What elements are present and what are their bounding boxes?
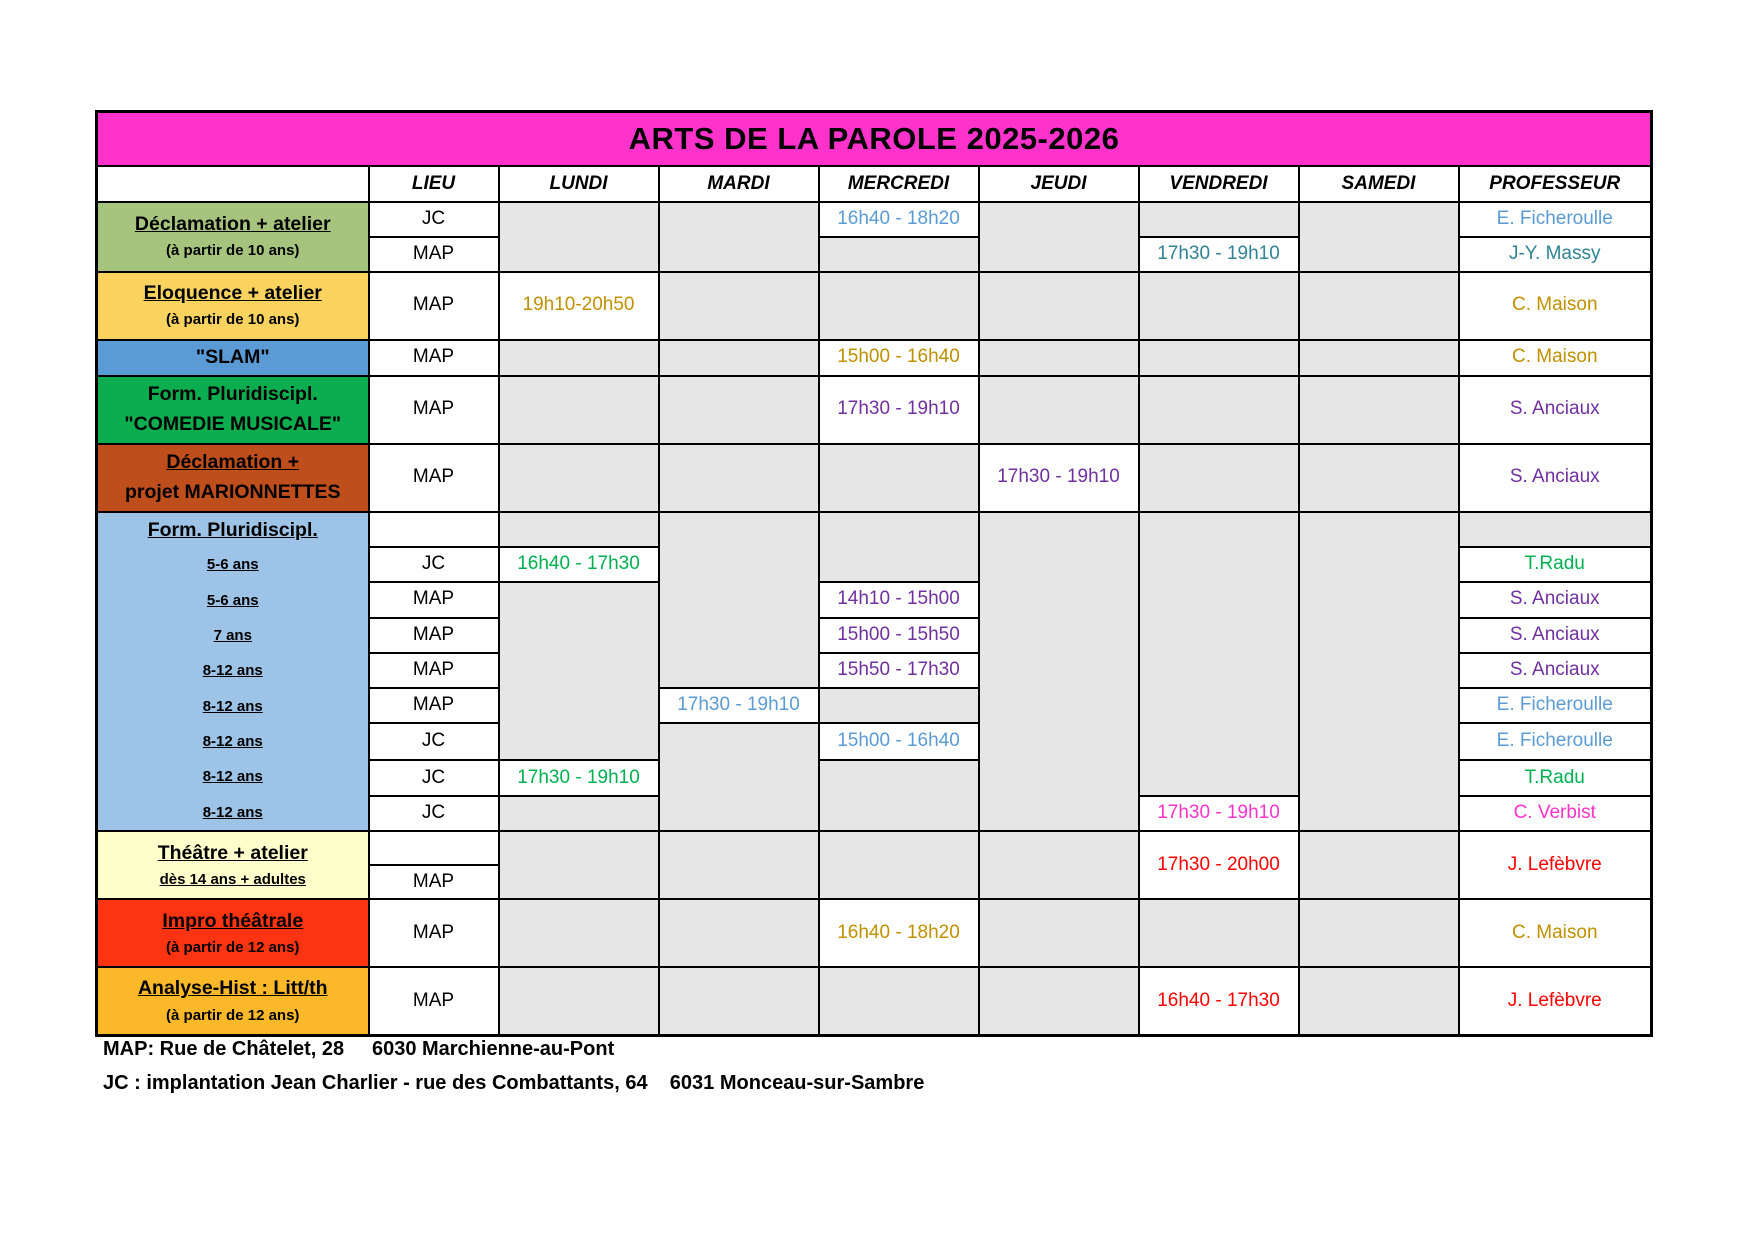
lieu-value: MAP [412,242,455,264]
time-value: 16h40 - 18h20 [837,921,960,943]
lieu-cell [369,831,499,865]
prof-cell [1459,376,1652,444]
prof-cell [1459,272,1652,340]
prof-name: C. Verbist [1513,802,1596,824]
table-row [97,899,1652,967]
course-subtitle: (à partir de 10 ans) [166,242,300,260]
empty-slot [499,967,659,1035]
prof-name: S. Anciaux [1509,466,1600,488]
header-samedi [1299,166,1459,202]
empty-slot [499,376,659,444]
empty-slot [659,967,819,1035]
lieu-cell [369,237,499,272]
time-value: 17h30 - 19h10 [997,466,1120,488]
empty-slot [1139,376,1299,444]
legend [103,1038,924,1106]
time-value: 14h10 - 15h00 [837,588,960,610]
empty-slot [499,831,659,899]
empty-slot [659,376,819,444]
lieu-value: MAP [412,466,455,488]
empty-slot [819,444,979,512]
prof-cell [1459,796,1652,831]
prof-name: J. Lefèbvre [1507,989,1602,1011]
time-cell-mercredi [819,618,979,653]
time-cell-mercredi [819,653,979,688]
time-value: 16h40 - 18h20 [837,207,960,229]
empty-slot [819,760,979,832]
prof-name: C. Maison [1511,921,1598,943]
table-row [97,444,1652,512]
time-value: 17h30 - 19h10 [837,398,960,420]
time-cell-mercredi [819,723,979,760]
time-cell-jeudi [979,444,1139,512]
column-header: SAMEDI [1341,172,1416,194]
course-declamation-atelier [97,202,369,272]
empty-slot [1139,512,1299,797]
header-jeudi [979,166,1139,202]
empty-slot [819,237,979,272]
lieu-cell [369,272,499,340]
empty-slot [1299,376,1459,444]
empty-slot [819,688,979,723]
empty-slot [1459,512,1652,547]
empty-slot [1299,202,1459,272]
prof-name: S. Anciaux [1509,588,1600,610]
time-value: 19h10-20h50 [522,294,635,316]
empty-slot [499,582,659,760]
table-row [97,202,1652,237]
empty-slot [979,831,1139,899]
empty-slot [659,899,819,967]
lieu-value: MAP [412,659,455,681]
column-header: LUNDI [549,172,608,194]
empty-slot [499,796,659,831]
course-subtitle: (à partir de 12 ans) [166,1006,300,1024]
empty-slot [1299,831,1459,899]
empty-slot [1139,340,1299,376]
time-cell-vendredi [1139,237,1299,272]
table-row [97,112,1652,166]
time-cell-mercredi [819,376,979,444]
age-label: 8-12 ans [202,803,263,821]
empty-slot [499,512,659,547]
empty-slot [1299,272,1459,340]
time-value: 17h30 - 20h00 [1157,853,1280,875]
prof-name: C. Maison [1511,294,1598,316]
lieu-cell [369,512,499,547]
course-subtitle: dès 14 ans + adultes [159,870,306,888]
empty-slot [979,202,1139,272]
column-header: LIEU [411,172,456,194]
time-cell-lundi [499,760,659,797]
table-row [97,831,1652,865]
empty-slot [979,272,1139,340]
empty-slot [979,899,1139,967]
course-form-pluridiscipl [97,512,369,832]
header-vendredi [1139,166,1299,202]
course-title: "SLAM" [195,345,270,368]
time-cell-mercredi [819,202,979,237]
course-slam [97,340,369,376]
age-label: 8-12 ans [202,662,263,680]
empty-slot [1299,967,1459,1035]
lieu-value: MAP [412,294,455,316]
empty-slot [1299,340,1459,376]
table-row [97,967,1652,1035]
table-title-bar [97,112,1652,166]
time-value: 16h40 - 17h30 [1157,989,1280,1011]
column-header: MARDI [707,172,770,194]
lieu-cell [369,865,499,899]
lieu-value: MAP [412,624,455,646]
lieu-value: JC [421,766,446,788]
time-cell-lundi [499,547,659,582]
page-title: ARTS DE LA PAROLE 2025-2026 [628,120,1120,156]
lieu-cell [369,547,499,582]
lieu-value: MAP [412,989,455,1011]
age-label: 7 ans [213,627,252,645]
header-activity [97,166,369,202]
empty-slot [979,376,1139,444]
lieu-value: MAP [412,588,455,610]
time-value: 16h40 - 17h30 [517,552,640,574]
column-header: PROFESSEUR [1489,172,1621,194]
empty-slot [659,340,819,376]
lieu-cell [369,899,499,967]
prof-name: J-Y. Massy [1508,242,1601,264]
prof-name: E. Ficheroulle [1496,207,1613,229]
time-value: 17h30 - 19h10 [1157,242,1280,264]
prof-cell [1459,760,1652,797]
prof-name: S. Anciaux [1509,624,1600,646]
lieu-cell [369,582,499,619]
column-header: JEUDI [1030,172,1087,194]
course-title-2: "COMEDIE MUSICALE" [124,412,342,435]
table-row [97,340,1652,376]
prof-name: E. Ficheroulle [1496,729,1613,751]
empty-slot [499,202,659,272]
header-lieu [369,166,499,202]
prof-cell [1459,899,1652,967]
course-title: Théâtre + atelier [157,841,308,864]
empty-slot [1139,202,1299,237]
empty-slot [499,444,659,512]
prof-name: E. Ficheroulle [1496,694,1613,716]
prof-cell [1459,202,1652,237]
empty-slot [1299,512,1459,832]
course-title: Form. Pluridiscipl. [147,383,318,406]
empty-slot [819,272,979,340]
age-label: 8-12 ans [202,697,263,715]
prof-cell [1459,618,1652,653]
prof-name: S. Anciaux [1509,398,1600,420]
prof-cell [1459,444,1652,512]
lieu-cell [369,688,499,723]
time-cell-mercredi [819,340,979,376]
table-row [97,512,1652,547]
empty-slot [659,723,819,831]
course-title: Eloquence + atelier [143,281,322,304]
time-cell-lundi [499,272,659,340]
course-declamation-marionnettes [97,444,369,512]
column-header: MERCREDI [847,172,950,194]
course-title: Impro théâtrale [162,909,304,932]
time-cell-mercredi [819,582,979,619]
lieu-cell [369,444,499,512]
empty-slot [1139,272,1299,340]
prof-name: T.Radu [1524,766,1585,788]
header-mardi [659,166,819,202]
header-professeur [1459,166,1652,202]
lieu-cell [369,618,499,653]
time-value: 17h30 - 19h10 [677,694,800,716]
lieu-value: MAP [412,870,455,892]
course-theatre-atelier [97,831,369,899]
lieu-value: JC [421,729,446,751]
table-row [97,272,1652,340]
time-cell-vendredi [1139,796,1299,831]
lieu-value: MAP [412,346,455,368]
empty-slot [659,512,819,689]
prof-cell [1459,723,1652,760]
empty-slot [1139,899,1299,967]
empty-slot [499,340,659,376]
prof-cell [1459,547,1652,582]
empty-slot [1139,444,1299,512]
prof-cell [1459,237,1652,272]
lieu-value: JC [421,552,446,574]
course-title: Déclamation + [166,451,300,474]
time-value: 17h30 - 19h10 [517,766,640,788]
empty-slot [659,272,819,340]
legend-jc: JC : implantation Jean Charlier - rue des Combattants, 64 6031 Monceau-sur-Sambre [103,1072,925,1094]
table-row [97,166,1652,202]
course-eloquence-atelier [97,272,369,340]
age-label: 5-6 ans [206,556,259,574]
lieu-cell [369,653,499,688]
column-header: VENDREDI [1169,172,1268,194]
time-value: 17h30 - 19h10 [1157,802,1280,824]
age-label: 8-12 ans [202,732,263,750]
lieu-cell [369,796,499,831]
time-value: 15h00 - 15h50 [837,624,960,646]
prof-name: T.Radu [1524,552,1585,574]
prof-name: S. Anciaux [1509,659,1600,681]
lieu-cell [369,202,499,237]
course-subtitle: (à partir de 10 ans) [166,311,300,329]
prof-cell [1459,831,1652,899]
prof-name: J. Lefèbvre [1507,853,1602,875]
legend-map: MAP: Rue de Châtelet, 28 6030 Marchienne-au-Pont [103,1038,615,1060]
table-row [97,376,1652,444]
prof-cell [1459,340,1652,376]
time-value: 15h00 - 16h40 [837,729,960,751]
schedule-table [95,110,1653,1037]
empty-slot [1299,444,1459,512]
empty-slot [819,967,979,1035]
lieu-value: JC [421,802,446,824]
prof-name: C. Maison [1511,346,1598,368]
course-title: Form. Pluridiscipl. [147,518,318,541]
course-title-2: projet MARIONNETTES [124,480,341,503]
course-subtitle: (à partir de 12 ans) [166,938,300,956]
course-analyse-hist [97,967,369,1035]
header-mercredi [819,166,979,202]
lieu-value: MAP [412,921,455,943]
lieu-cell [369,967,499,1035]
prof-cell [1459,688,1652,723]
empty-slot [659,831,819,899]
empty-slot [659,444,819,512]
prof-cell [1459,582,1652,619]
empty-slot [979,967,1139,1035]
time-cell-vendredi [1139,967,1299,1035]
lieu-cell [369,760,499,797]
time-value: 15h50 - 17h30 [837,659,960,681]
course-comedie-musicale [97,376,369,444]
empty-slot [819,512,979,582]
age-label: 5-6 ans [206,591,259,609]
time-cell-vendredi [1139,831,1299,899]
time-value: 15h00 - 16h40 [837,346,960,368]
lieu-cell [369,340,499,376]
course-title: Analyse-Hist : Litt/th [137,977,328,1000]
prof-cell [1459,967,1652,1035]
age-label: 8-12 ans [202,768,263,786]
course-impro-theatrale [97,899,369,967]
lieu-cell [369,723,499,760]
empty-slot [979,340,1139,376]
empty-slot [499,899,659,967]
lieu-value: MAP [412,694,455,716]
empty-slot [1299,899,1459,967]
prof-cell [1459,653,1652,688]
empty-slot [819,831,979,899]
course-title: Déclamation + atelier [134,212,331,235]
empty-slot [659,202,819,272]
empty-slot [979,512,1139,832]
lieu-value: MAP [412,398,455,420]
header-lundi [499,166,659,202]
lieu-value: JC [421,207,446,229]
time-cell-mercredi [819,899,979,967]
lieu-cell [369,376,499,444]
time-cell-mardi [659,688,819,723]
